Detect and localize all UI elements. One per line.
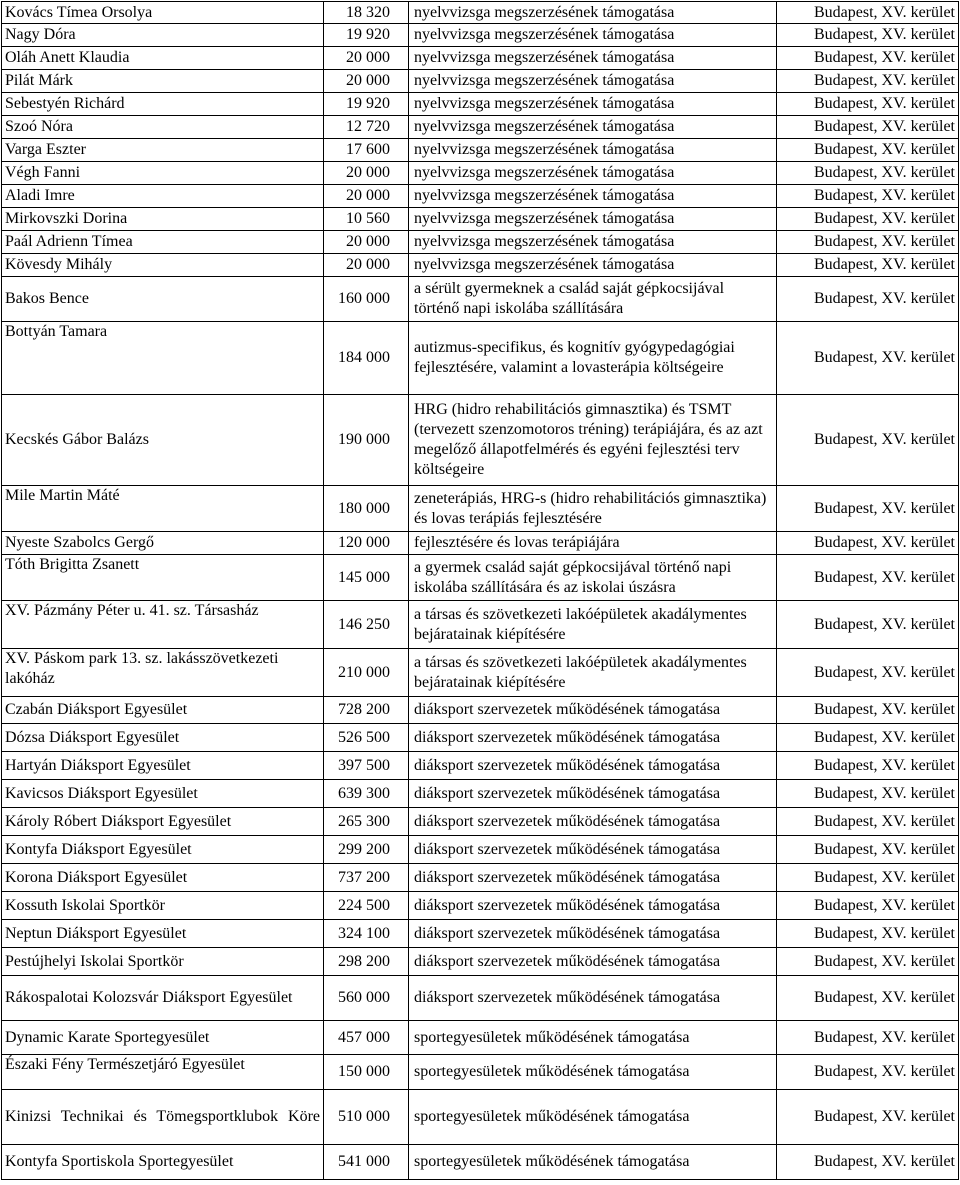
recipient-name-cell: Aladi Imre	[2, 185, 324, 208]
table-row	[2, 1145, 959, 1180]
district-cell: Budapest, XV. kerület	[777, 649, 959, 697]
purpose-cell: nyelvvizsga megszerzésének támogatása	[409, 162, 777, 185]
district-cell: Budapest, XV. kerület	[777, 1021, 959, 1055]
amount-cell: 457 000	[324, 1021, 409, 1055]
recipient-name-cell: Bakos Bence	[2, 277, 324, 322]
table-row	[2, 601, 959, 649]
purpose-cell: nyelvvizsga megszerzésének támogatása	[409, 185, 777, 208]
purpose-cell: fejlesztésére és lovas terápiájára	[409, 532, 777, 555]
table-row	[2, 70, 959, 93]
table-row	[2, 162, 959, 185]
purpose-cell: nyelvvizsga megszerzésének támogatása	[409, 231, 777, 254]
purpose-cell: diáksport szervezetek működésének támogatása	[409, 976, 777, 1021]
purpose-cell: a társas és szövetkezeti lakóépületek akadálymentes bejáratainak kiépítésére	[409, 601, 777, 649]
grants-table-body	[2, 2, 959, 1180]
amount-cell: 20 000	[324, 47, 409, 70]
purpose-cell: a sérült gyermeknek a család saját gépkocsijával történő napi iskolába szállítására	[409, 277, 777, 322]
amount-cell: 639 300	[324, 780, 409, 808]
purpose-cell: diáksport szervezetek működésének támogatása	[409, 752, 777, 780]
district-cell: Budapest, XV. kerület	[777, 780, 959, 808]
amount-cell: 20 000	[324, 70, 409, 93]
recipient-name-cell: Északi Fény Természetjáró Egyesület	[2, 1055, 324, 1090]
district-cell: Budapest, XV. kerület	[777, 93, 959, 116]
purpose-cell: HRG (hidro rehabilitációs gimnasztika) és TSMT (tervezett szenzomotoros tréning) terápiájára, és az azt megelőző állapotfelmérés és egyéni fejlesztési terv költségeire	[409, 395, 777, 486]
recipient-name-cell: Neptun Diáksport Egyesület	[2, 920, 324, 948]
district-cell: Budapest, XV. kerület	[777, 697, 959, 724]
district-cell: Budapest, XV. kerület	[777, 277, 959, 322]
grants-table	[1, 1, 959, 1180]
table-row	[2, 948, 959, 976]
recipient-name-cell: Hartyán Diáksport Egyesület	[2, 752, 324, 780]
recipient-name-cell: Kinizsi Technikai és Tömegsportklubok Köre	[2, 1090, 324, 1145]
recipient-name-cell: Kecskés Gábor Balázs	[2, 395, 324, 486]
table-row	[2, 486, 959, 532]
recipient-name-cell: XV. Pázmány Péter u. 41. sz. Társasház	[2, 601, 324, 649]
table-row	[2, 116, 959, 139]
amount-cell: 120 000	[324, 532, 409, 555]
recipient-name-cell: Oláh Anett Klaudia	[2, 47, 324, 70]
amount-cell: 560 000	[324, 976, 409, 1021]
district-cell: Budapest, XV. kerület	[777, 322, 959, 395]
purpose-cell: nyelvvizsga megszerzésének támogatása	[409, 254, 777, 277]
table-row	[2, 920, 959, 948]
purpose-cell: nyelvvizsga megszerzésének támogatása	[409, 208, 777, 231]
purpose-cell: sportegyesületek működésének támogatása	[409, 1145, 777, 1180]
recipient-name-cell: Szoó Nóra	[2, 116, 324, 139]
amount-cell: 190 000	[324, 395, 409, 486]
table-row	[2, 2, 959, 24]
table-row	[2, 93, 959, 116]
recipient-name-cell: Kovács Tímea Orsolya	[2, 2, 324, 24]
district-cell: Budapest, XV. kerület	[777, 254, 959, 277]
table-row	[2, 47, 959, 70]
district-cell: Budapest, XV. kerület	[777, 808, 959, 836]
recipient-name-cell: Korona Diáksport Egyesület	[2, 864, 324, 892]
recipient-name-cell: XV. Páskom park 13. sz. lakásszövetkezeti lakóház	[2, 649, 324, 697]
table-row	[2, 892, 959, 920]
district-cell: Budapest, XV. kerület	[777, 948, 959, 976]
purpose-cell: a gyermek család saját gépkocsijával történő napi iskolába szállítására és az iskolai úszásra	[409, 555, 777, 601]
recipient-name-cell: Kavicsos Diáksport Egyesület	[2, 780, 324, 808]
purpose-cell: nyelvvizsga megszerzésének támogatása	[409, 24, 777, 47]
purpose-cell: diáksport szervezetek működésének támogatása	[409, 948, 777, 976]
purpose-cell: nyelvvizsga megszerzésének támogatása	[409, 93, 777, 116]
table-row	[2, 532, 959, 555]
amount-cell: 18 320	[324, 2, 409, 24]
amount-cell: 728 200	[324, 697, 409, 724]
recipient-name-cell: Mirkovszki Dorina	[2, 208, 324, 231]
table-row	[2, 555, 959, 601]
table-row	[2, 277, 959, 322]
recipient-name-cell: Kontyfa Diáksport Egyesület	[2, 836, 324, 864]
recipient-name-cell: Paál Adrienn Tímea	[2, 231, 324, 254]
district-cell: Budapest, XV. kerület	[777, 601, 959, 649]
amount-cell: 20 000	[324, 254, 409, 277]
recipient-name-cell: Sebestyén Richárd	[2, 93, 324, 116]
district-cell: Budapest, XV. kerület	[777, 892, 959, 920]
district-cell: Budapest, XV. kerület	[777, 864, 959, 892]
recipient-name-cell: Végh Fanni	[2, 162, 324, 185]
table-row	[2, 231, 959, 254]
district-cell: Budapest, XV. kerület	[777, 162, 959, 185]
table-row	[2, 976, 959, 1021]
table-row	[2, 254, 959, 277]
purpose-cell: zeneterápiás, HRG-s (hidro rehabilitációs gimnasztika) és lovas terápiás fejlesztésére	[409, 486, 777, 532]
purpose-cell: diáksport szervezetek működésének támogatása	[409, 780, 777, 808]
district-cell: Budapest, XV. kerület	[777, 395, 959, 486]
district-cell: Budapest, XV. kerület	[777, 1055, 959, 1090]
district-cell: Budapest, XV. kerület	[777, 24, 959, 47]
purpose-cell: diáksport szervezetek működésének támogatása	[409, 697, 777, 724]
table-row	[2, 724, 959, 752]
amount-cell: 737 200	[324, 864, 409, 892]
amount-cell: 298 200	[324, 948, 409, 976]
table-row	[2, 1090, 959, 1145]
table-row	[2, 808, 959, 836]
amount-cell: 146 250	[324, 601, 409, 649]
amount-cell: 160 000	[324, 277, 409, 322]
amount-cell: 19 920	[324, 24, 409, 47]
table-row	[2, 1021, 959, 1055]
purpose-cell: diáksport szervezetek működésének támogatása	[409, 808, 777, 836]
purpose-cell: sportegyesületek működésének támogatása	[409, 1021, 777, 1055]
table-row	[2, 780, 959, 808]
district-cell: Budapest, XV. kerület	[777, 1090, 959, 1145]
recipient-name-cell: Pilát Márk	[2, 70, 324, 93]
amount-cell: 20 000	[324, 231, 409, 254]
amount-cell: 145 000	[324, 555, 409, 601]
district-cell: Budapest, XV. kerület	[777, 920, 959, 948]
purpose-cell: sportegyesületek működésének támogatása	[409, 1090, 777, 1145]
district-cell: Budapest, XV. kerület	[777, 116, 959, 139]
amount-cell: 397 500	[324, 752, 409, 780]
district-cell: Budapest, XV. kerület	[777, 139, 959, 162]
amount-cell: 150 000	[324, 1055, 409, 1090]
table-row	[2, 864, 959, 892]
purpose-cell: nyelvvizsga megszerzésének támogatása	[409, 70, 777, 93]
district-cell: Budapest, XV. kerület	[777, 231, 959, 254]
district-cell: Budapest, XV. kerület	[777, 1145, 959, 1180]
recipient-name-cell: Nagy Dóra	[2, 24, 324, 47]
amount-cell: 184 000	[324, 322, 409, 395]
table-row	[2, 1055, 959, 1090]
amount-cell: 510 000	[324, 1090, 409, 1145]
amount-cell: 10 560	[324, 208, 409, 231]
recipient-name-cell: Varga Eszter	[2, 139, 324, 162]
purpose-cell: a társas és szövetkezeti lakóépületek akadálymentes bejáratainak kiépítésére	[409, 649, 777, 697]
table-row	[2, 836, 959, 864]
district-cell: Budapest, XV. kerület	[777, 185, 959, 208]
table-row	[2, 24, 959, 47]
recipient-name-cell: Károly Róbert Diáksport Egyesület	[2, 808, 324, 836]
amount-cell: 17 600	[324, 139, 409, 162]
recipient-name-cell: Rákospalotai Kolozsvár Diáksport Egyesület	[2, 976, 324, 1021]
recipient-name-cell: Czabán Diáksport Egyesület	[2, 697, 324, 724]
purpose-cell: diáksport szervezetek működésének támogatása	[409, 864, 777, 892]
amount-cell: 265 300	[324, 808, 409, 836]
district-cell: Budapest, XV. kerület	[777, 70, 959, 93]
recipient-name-cell: Kossuth Iskolai Sportkör	[2, 892, 324, 920]
purpose-cell: sportegyesületek működésének támogatása	[409, 1055, 777, 1090]
recipient-name-cell: Kövesdy Mihály	[2, 254, 324, 277]
purpose-cell: nyelvvizsga megszerzésének támogatása	[409, 47, 777, 70]
amount-cell: 541 000	[324, 1145, 409, 1180]
amount-cell: 20 000	[324, 185, 409, 208]
recipient-name-cell: Dózsa Diáksport Egyesület	[2, 724, 324, 752]
amount-cell: 19 920	[324, 93, 409, 116]
district-cell: Budapest, XV. kerület	[777, 752, 959, 780]
amount-cell: 299 200	[324, 836, 409, 864]
amount-cell: 20 000	[324, 162, 409, 185]
purpose-cell: diáksport szervezetek működésének támogatása	[409, 892, 777, 920]
table-row	[2, 395, 959, 486]
purpose-cell: nyelvvizsga megszerzésének támogatása	[409, 116, 777, 139]
recipient-name-cell: Mile Martin Máté	[2, 486, 324, 532]
district-cell: Budapest, XV. kerület	[777, 208, 959, 231]
recipient-name-cell: Tóth Brigitta Zsanett	[2, 555, 324, 601]
recipient-name-cell: Kontyfa Sportiskola Sportegyesület	[2, 1145, 324, 1180]
district-cell: Budapest, XV. kerület	[777, 724, 959, 752]
amount-cell: 224 500	[324, 892, 409, 920]
recipient-name-cell: Bottyán Tamara	[2, 322, 324, 395]
purpose-cell: diáksport szervezetek működésének támogatása	[409, 836, 777, 864]
district-cell: Budapest, XV. kerület	[777, 836, 959, 864]
district-cell: Budapest, XV. kerület	[777, 532, 959, 555]
table-row	[2, 185, 959, 208]
district-cell: Budapest, XV. kerület	[777, 47, 959, 70]
table-row	[2, 752, 959, 780]
purpose-cell: nyelvvizsga megszerzésének támogatása	[409, 2, 777, 24]
table-row	[2, 208, 959, 231]
recipient-name-cell: Dynamic Karate Sportegyesület	[2, 1021, 324, 1055]
amount-cell: 12 720	[324, 116, 409, 139]
recipient-name-cell: Pestújhelyi Iskolai Sportkör	[2, 948, 324, 976]
purpose-cell: autizmus-specifikus, és kognitív gyógypedagógiai fejlesztésére, valamint a lovasterápia költségeire	[409, 322, 777, 395]
table-row	[2, 139, 959, 162]
table-row	[2, 322, 959, 395]
table-row	[2, 649, 959, 697]
district-cell: Budapest, XV. kerület	[777, 976, 959, 1021]
purpose-cell: diáksport szervezetek működésének támogatása	[409, 724, 777, 752]
amount-cell: 210 000	[324, 649, 409, 697]
amount-cell: 180 000	[324, 486, 409, 532]
purpose-cell: diáksport szervezetek működésének támogatása	[409, 920, 777, 948]
district-cell: Budapest, XV. kerület	[777, 486, 959, 532]
recipient-name-cell: Nyeste Szabolcs Gergő	[2, 532, 324, 555]
amount-cell: 526 500	[324, 724, 409, 752]
district-cell: Budapest, XV. kerület	[777, 2, 959, 24]
amount-cell: 324 100	[324, 920, 409, 948]
district-cell: Budapest, XV. kerület	[777, 555, 959, 601]
purpose-cell: nyelvvizsga megszerzésének támogatása	[409, 139, 777, 162]
table-row	[2, 697, 959, 724]
